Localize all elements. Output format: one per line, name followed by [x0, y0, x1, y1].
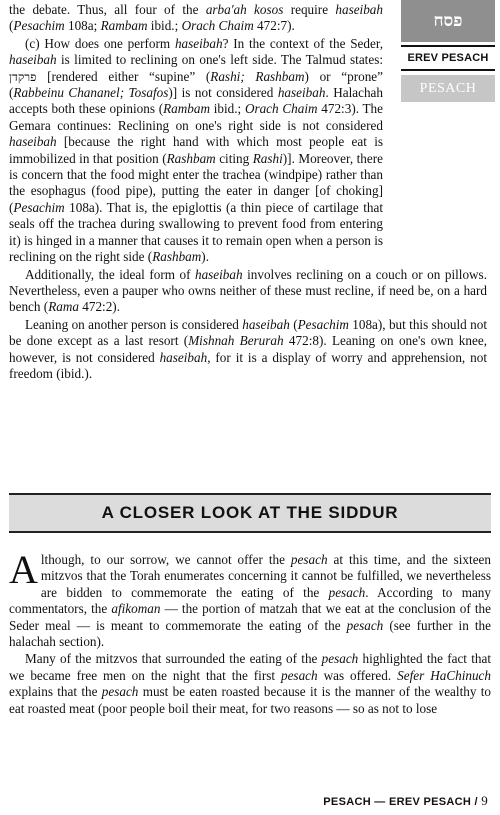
italic-term: haseibah — [277, 85, 326, 101]
hebrew-term: פרקדן — [9, 69, 37, 84]
italic-term: haseibah — [335, 2, 383, 17]
hebrew-tab: פסח — [401, 0, 495, 42]
italic-term: afikoman — [111, 601, 161, 617]
paragraph: Although, to our sorrow, we cannot offer the pesach at this time, and the sixteen mitzvos that the Torah enumerates concerning it cannot be fulfilled, we nevertheless are bidden to commemorate the eating of the pesach. According to many commentators, the afikoman — the portion of matzah that we eat at the conclusion of the Seder meal — is meant to commemorate the eating of the pesach (see further in the halachah section). — [9, 547, 491, 650]
page-footer — [323, 793, 488, 809]
italic-term: Rashbam — [166, 150, 216, 166]
italic-term: Pesachim — [13, 18, 65, 34]
italic-term: Rambam — [163, 101, 210, 117]
italic-term: haseibah — [174, 35, 223, 51]
italic-term: Mishnah Berurah — [188, 333, 284, 349]
section-banner: A CLOSER LOOK AT THE SIDDUR — [9, 493, 491, 533]
separator: / — [471, 796, 482, 808]
italic-term: pesach — [328, 584, 366, 600]
italic-term: Rashbam — [152, 249, 202, 265]
holiday-tab: PESACH — [401, 75, 495, 102]
italic-term: Orach Chaim — [244, 101, 318, 117]
italic-term: pesach — [101, 684, 139, 700]
italic-term: pesach — [290, 552, 328, 567]
italic-term: haseibah — [242, 316, 290, 332]
paragraph: Additionally, the ideal form of haseibah involves reclining on a couch or on pillows. Nevertheless, even a pauper who owns neither of these must recline, if need be, on a hard bench (Rama 472:2). — [9, 266, 487, 315]
running-head: PESACH — EREV PESACH — [323, 796, 472, 808]
italic-term: Rabbeinu Chananel; Tosafos — [13, 85, 169, 101]
italic-term: haseibah — [194, 266, 243, 282]
italic-term: Rama — [48, 299, 79, 315]
italic-term: haseibah — [9, 52, 57, 68]
page-number: 9 — [481, 793, 488, 808]
italic-term: pesach — [321, 651, 359, 667]
italic-term: Rambam — [100, 18, 148, 34]
italic-term: Pesachim — [13, 199, 65, 215]
section-label: EREV PESACH — [401, 45, 495, 71]
italic-term: pesach — [280, 667, 318, 683]
italic-term: haseibah — [159, 349, 208, 365]
bottom-text — [9, 547, 492, 718]
italic-term: arba'ah kosos — [205, 2, 284, 17]
paragraph: Many of the mitzvos that surrounded the eating of the pesach highlighted the fact that we became free men on the night that the first pesach was offered. Sefer HaChinuch explains that the pesach must be eaten roasted because it is the manner of the wealthy to eat roasted meat (poor people boil their meat, for two reasons — so as not to lose — [9, 651, 492, 716]
italic-term: Pesachim — [297, 316, 349, 332]
paragraph: the debate. Thus, all four of the arba'ah kosos require haseibah (Pesachim 108a; Rambam ibid.; Orach Chaim 472:7). — [9, 2, 383, 34]
top-text — [9, 2, 487, 383]
drop-cap: A — [9, 547, 38, 592]
paragraph: (c) How does one perform haseibah? In the context of the Seder, haseibah is limited to reclining on one's left side. The Talmud states: פרקדן [rendered either “supine” (Rashi; Rashbam) or “prone” (Rabbeinu Chananel; Tosafos)] is not considered haseibah. Halachah accepts both these opinions (Rambam ibid.; Orach Chaim 472:3). The Gemara continues: Reclining on one's right side is not considered haseibah [because the right hand with which most people eat is immobilized in that position (Rashbam citing Rashi)]. Moreover, there is concern that the food might enter the trachea (windpipe) rather than the esophagus (food pipe), putting the eater in danger [of choking] (Pesachim 108a). That is, the epiglottis (a thin piece of cartilage that seals off the trachea during swallowing to prevent food from entering it) is hinged in a manner that causes it to remain open when a person is reclining on the right side (Rashbam). — [9, 35, 384, 265]
italic-term: Rashi; Rashbam — [210, 68, 305, 84]
italic-term: haseibah — [9, 134, 57, 150]
italic-term: Sefer HaChinuch — [397, 667, 492, 683]
paragraph: Leaning on another person is considered haseibah (Pesachim 108a), but this should not be done except as a last resort (Mishnah Berurah 472:8). Leaning on one's own knee, however, is not considered haseibah, for it is a display of worry and apprehension, not freedom (ibid.). — [9, 316, 487, 381]
italic-term: Orach Chaim — [181, 18, 254, 34]
italic-term: Rashi — [252, 150, 283, 166]
italic-term: pesach — [346, 617, 384, 633]
